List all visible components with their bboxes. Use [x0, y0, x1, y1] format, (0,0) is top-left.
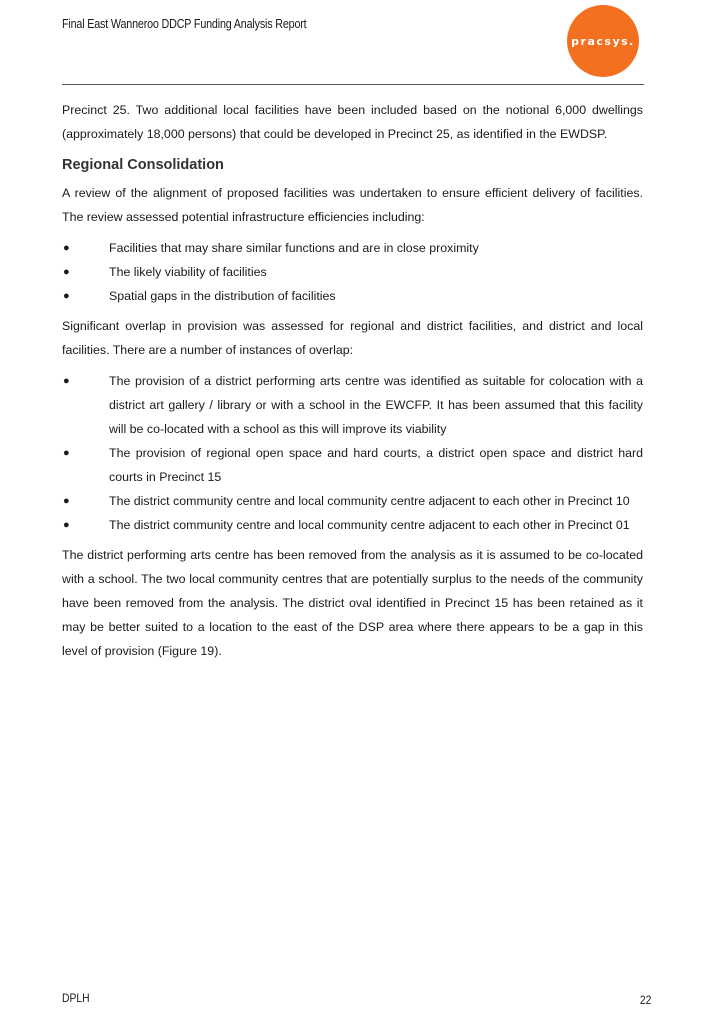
- list-item: ● The provision of regional open space and hard courts, a district open space and district hard courts in Precinct 15: [62, 441, 643, 489]
- footer-org: DPLH: [62, 991, 90, 1005]
- list-item: ● The likely viability of facilities: [62, 260, 643, 284]
- bullet-icon: ●: [63, 519, 70, 531]
- logo-text: pracsys.: [571, 34, 635, 48]
- list-item: ● The district community centre and local community centre adjacent to each other in Precinct 01: [62, 513, 643, 537]
- bullet-icon: ●: [63, 290, 70, 302]
- paragraph-overlap: Significant overlap in provision was assessed for regional and district facilities, and district and local facilities. There are a number of instances of overlap:: [62, 319, 643, 357]
- paragraph-review: A review of the alignment of proposed facilities was undertaken to ensure efficient delivery of facilities. The review assessed potential infrastructure efficiencies including:: [62, 186, 643, 224]
- overlap-list: [62, 369, 643, 537]
- page-number: 22: [639, 993, 651, 1007]
- bullet-icon: ●: [63, 242, 70, 254]
- header-divider: [62, 84, 644, 85]
- paragraph-conclusion: The district performing arts centre has been removed from the analysis as it is assumed to be co-located with a school. The two local community centres that are potentially surplus to the needs of the community have been removed from the analysis. The district oval identified in Precinct 15 has been retained as it may be better suited to a location to the east of the DSP area where there appears to be a gap in this level of provision (Figure 19).: [62, 548, 643, 658]
- pracsys-logo: [567, 5, 639, 77]
- bullet-icon: ●: [63, 447, 70, 459]
- list-item: ● The provision of a district performing arts centre was identified as suitable for colocation with a district art gallery / library or with a school in the EWCFP. It has been assumed that this facility will be co-located with a school as this will improve its viability: [62, 369, 643, 441]
- list-item: ● Facilities that may share similar functions and are in close proximity: [62, 236, 643, 260]
- bullet-icon: ●: [63, 495, 70, 507]
- paragraph-precinct-25: Precinct 25. Two additional local facilities have been included based on the notional 6,000 dwellings (approximately 18,000 persons) that could be developed in Precinct 25, as identified in the EWDSP.: [62, 103, 643, 141]
- list-item: ● The district community centre and local community centre adjacent to each other in Precinct 10: [62, 489, 643, 513]
- bullet-icon: ●: [63, 375, 70, 387]
- section-heading: Regional Consolidation: [62, 157, 224, 173]
- header-title: Final East Wanneroo DDCP Funding Analysis Report: [62, 17, 307, 31]
- bullet-icon: ●: [63, 266, 70, 278]
- page-body: [62, 98, 643, 670]
- efficiency-list: [62, 236, 643, 308]
- list-item: ● Spatial gaps in the distribution of facilities: [62, 284, 643, 308]
